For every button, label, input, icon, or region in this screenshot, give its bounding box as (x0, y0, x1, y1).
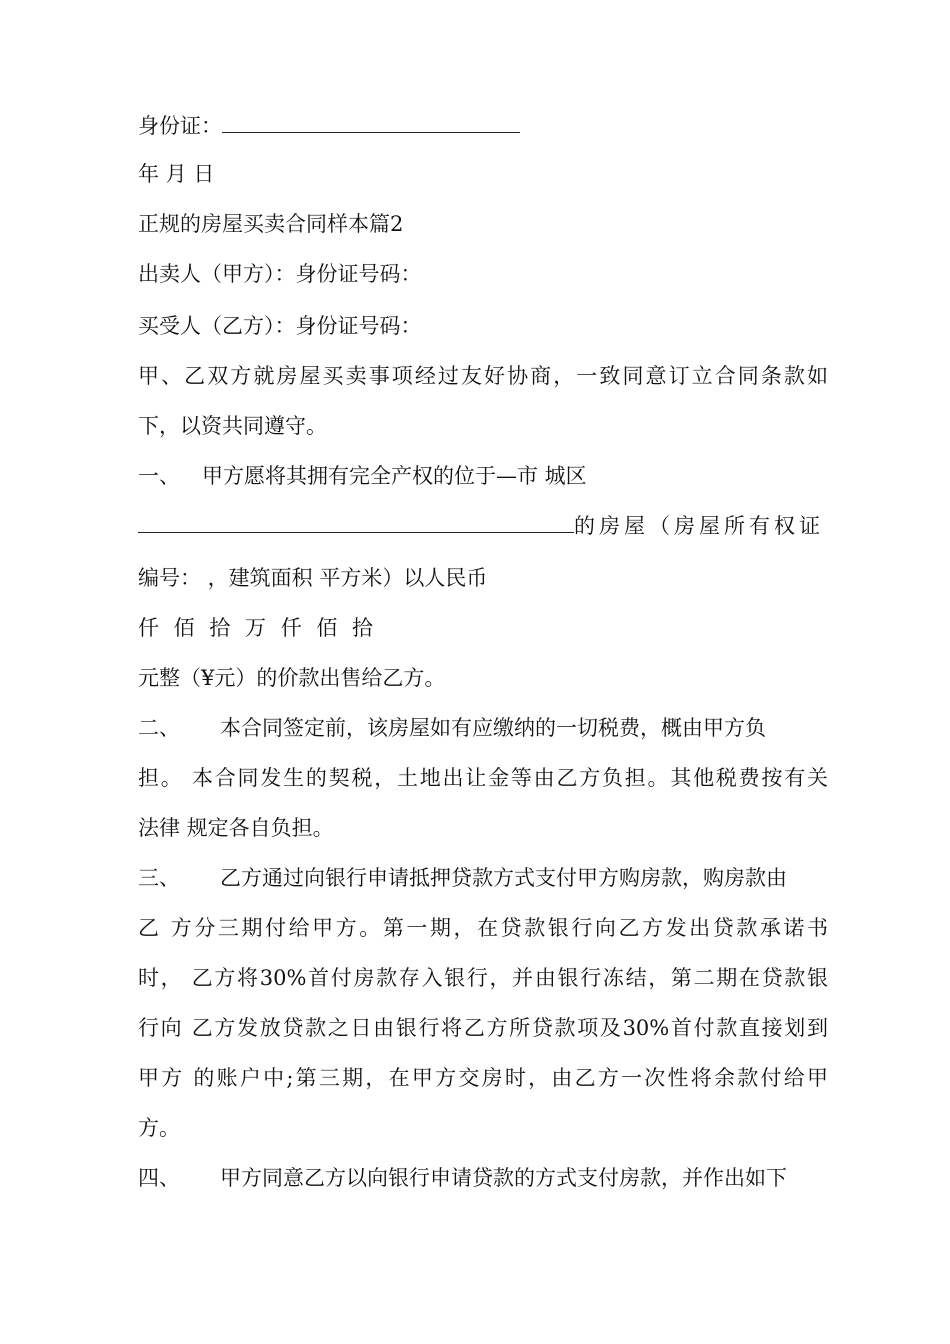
clause-2-line-1 (138, 714, 828, 742)
clause-4-line-1 (138, 1164, 828, 1192)
clause-1-line-2-text: 的房屋（房屋所有权证 (574, 514, 824, 538)
clause-1-amount-units: 仟 佰 拾 万 仟 佰 拾 (138, 616, 378, 640)
clause-1-line-2 (138, 512, 828, 540)
date-line: 年 月 日 (138, 162, 215, 186)
clause-4-text: 甲方同意乙方以向银行申请贷款的方式支付房款，并作出如下 (220, 1166, 787, 1190)
section-heading: 正规的房屋买卖合同样本篇2 (138, 212, 404, 236)
clause-3-line-2: 乙 方分三期付给甲方。第一期，在贷款银行向乙方发出贷款承诺书 (138, 916, 828, 940)
intro-line-2: 下，以资共同遵守。 (138, 414, 327, 438)
intro-line-1: 甲、乙双方就房屋买卖事项经过友好协商，一致同意订立合同条款如 (138, 364, 828, 388)
clause-1-number: 一、 (138, 464, 180, 488)
clause-2-number: 二、 (138, 716, 180, 740)
seller-line: 出卖人（甲方）：身份证号码： (138, 262, 422, 286)
id-blank (222, 112, 520, 133)
clause-3-line-4: 行向 乙方发放贷款之日由银行将乙方所贷款项及30%首付款直接划到 (138, 1016, 828, 1040)
buyer-line: 买受人（乙方）：身份证号码： (138, 314, 422, 338)
clause-3-number: 三、 (138, 866, 180, 890)
clause-3-line-5: 甲方 的账户中;第三期，在甲方交房时，由乙方一次性将余款付给甲 (138, 1066, 828, 1090)
id-label: 身份证： (138, 114, 222, 138)
clause-3-line-3: 时， 乙方将30%首付房款存入银行，并由银行冻结，第二期在贷款银 (138, 966, 828, 990)
id-line (138, 112, 828, 140)
clause-1-line-5: 元整（¥元）的价款出售给乙方。 (138, 666, 446, 690)
clause-2-line-3: 法律 规定各自负担。 (138, 816, 334, 840)
clause-1-text: 甲方愿将其拥有完全产权的位于—市 城区 (202, 464, 587, 488)
clause-1-line-1 (138, 462, 828, 490)
clause-1-line-3: 编号： ，建筑面积 平方米）以人民币 (138, 566, 488, 590)
address-blank (138, 512, 574, 533)
clause-3-line-6: 方。 (138, 1116, 180, 1140)
clause-2-line-2: 担。 本合同发生的契税，土地出让金等由乙方负担。其他税费按有关 (138, 766, 828, 790)
clause-3-line-1 (138, 864, 828, 892)
clause-3-text: 乙方通过向银行申请抵押贷款方式支付甲方购房款，购房款由 (220, 866, 787, 890)
clause-2-text: 本合同签定前，该房屋如有应缴纳的一切税费，概由甲方负 (220, 716, 766, 740)
clause-4-number: 四、 (138, 1166, 180, 1190)
